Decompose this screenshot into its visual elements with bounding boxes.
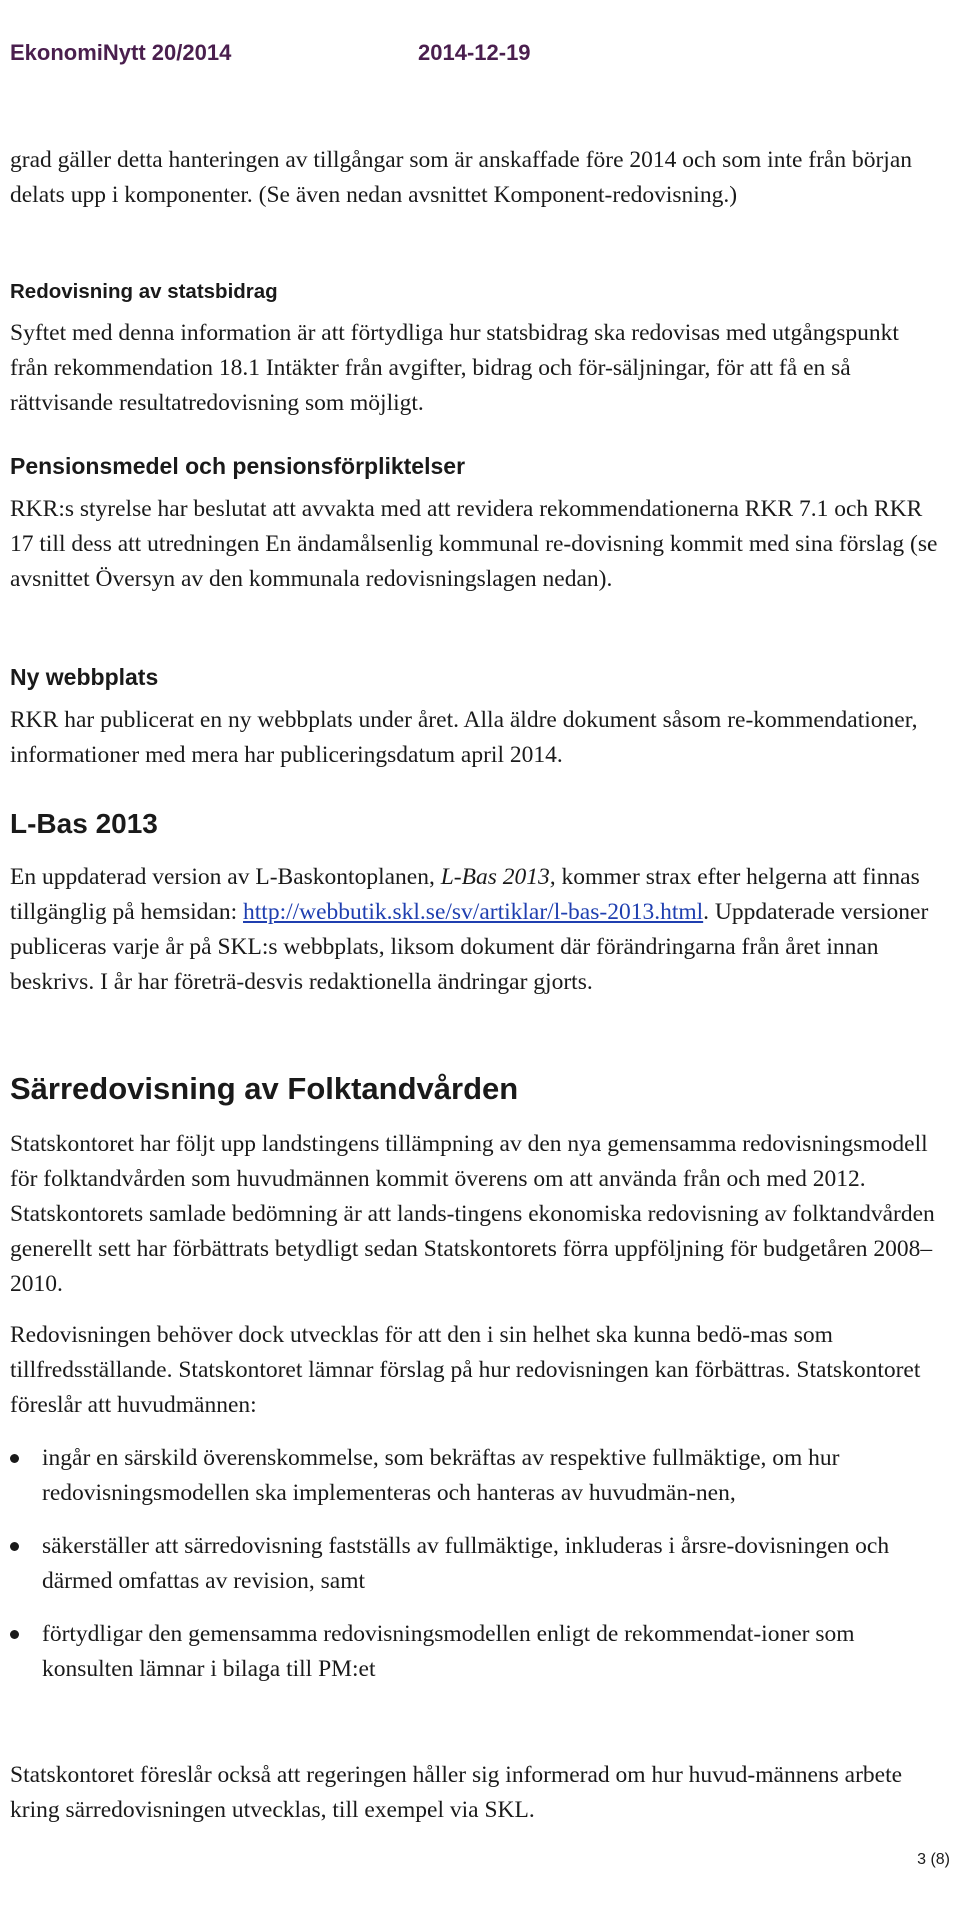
bullet-icon: [10, 1454, 19, 1463]
paragraph-intro: grad gäller detta hanteringen av tillgångar som är anskaffade före 2014 och som inte från början delats upp i komponenter. (Se även nedan avsnittet Komponent-redovisning.): [10, 147, 913, 208]
bullet-icon: [10, 1542, 19, 1551]
paragraph-statsbidrag: Syftet med denna information är att förtydliga hur statsbidrag ska redovisas med utgångspunkt från rekommendation 18.1 Intäkter från avgifter, bidrag och för-säljningar, för att få en så rättvisande resultatredovisning som möjligt.: [10, 320, 899, 416]
heading-webbplats: Ny webbplats: [10, 664, 159, 690]
proposal-list: [10, 1441, 940, 1705]
paragraph-lbas: [10, 860, 940, 1000]
page-number: 3 (8): [917, 1851, 950, 1868]
bullet-icon: [10, 1630, 19, 1639]
list-item-text: förtydligar den gemensamma redovisningsmodellen enligt de rekommendat-ioner som konsulten lämnar i bilaga till PM:et: [42, 1621, 855, 1682]
list-item: [10, 1441, 940, 1511]
paragraph-webbplats: RKR har publicerat en ny webbplats under året. Alla äldre dokument såsom re-kommendationer, informationer med mera har publiceringsdatum april 2014.: [10, 707, 918, 768]
lbas-link[interactable]: http://webbutik.skl.se/sv/artiklar/l-bas-2013.html: [243, 899, 704, 925]
lbas-text-c: . Uppdaterade versioner publiceras varje år på SKL:s webbplats, liksom dokument där förändringarna från året innan beskrivs. I år har företrä-desvis redaktionella ändringar gjorts.: [10, 899, 929, 995]
paragraph-regeringen: Statskontoret föreslår också att regeringen håller sig informerad om hur huvud-männens arbete kring särredovisningen utvecklas, till exempel via SKL.: [10, 1762, 903, 1823]
paragraph-statskontoret: Statskontoret har följt upp landstingens tillämpning av den nya gemensamma redovisningsmodell för folktandvården som huvudmännen kommit överens om att använda från och med 2012. Statskontorets samlade bedömning är att lands-tingens ekonomiska redovisning av folktandvården generellt sett har förbättrats betydligt sedan Statskontorets förra uppföljning för budgetåren 2008–2010.: [10, 1131, 935, 1297]
heading-lbas: L-Bas 2013: [10, 808, 158, 839]
paragraph-utvecklas: Redovisningen behöver dock utvecklas för att den i sin helhet ska kunna bedö-mas som tillfredsställande. Statskontoret lämnar förslag på hur redovisningen kan förbättras. Statskontoret föreslår att huvudmännen:: [10, 1322, 921, 1418]
list-item: [10, 1529, 940, 1599]
lbas-text-a: En uppdaterad version av L-Baskontoplanen,: [10, 864, 441, 890]
paragraph-pension: RKR:s styrelse har beslutat att avvakta med att revidera rekommendationerna RKR 7.1 och RKR 17 till dess att utredningen En ändamålsenlig kommunal re-dovisning kommit med sina förslag (se avsnittet Översyn av den kommunala redovisningslagen nedan).: [10, 496, 938, 592]
lbas-text-b: kommer strax efter helgerna att finnas tillgänglig på hemsidan:: [10, 864, 920, 925]
list-item: [10, 1617, 940, 1687]
heading-pension: Pensionsmedel och pensionsförpliktelser: [10, 453, 466, 479]
list-item-text: säkerställer att särredovisning fastställs av fullmäktige, inkluderas i årsre-dovisningen och därmed omfattas av revision, samt: [42, 1533, 890, 1594]
lbas-title-italic: L-Bas 2013,: [440, 864, 556, 890]
publication-date: 2014-12-19: [418, 40, 531, 65]
list-item-text: ingår en särskild överenskommelse, som bekräftas av respektive fullmäktige, om hur redovisningsmodellen ska implementeras och hanteras av huvudmän-nen,: [42, 1445, 840, 1506]
heading-sarredovisning: Särredovisning av Folktandvården: [10, 1071, 519, 1106]
heading-statsbidrag: Redovisning av statsbidrag: [10, 280, 278, 303]
publication-title: EkonomiNytt 20/2014: [10, 40, 232, 65]
